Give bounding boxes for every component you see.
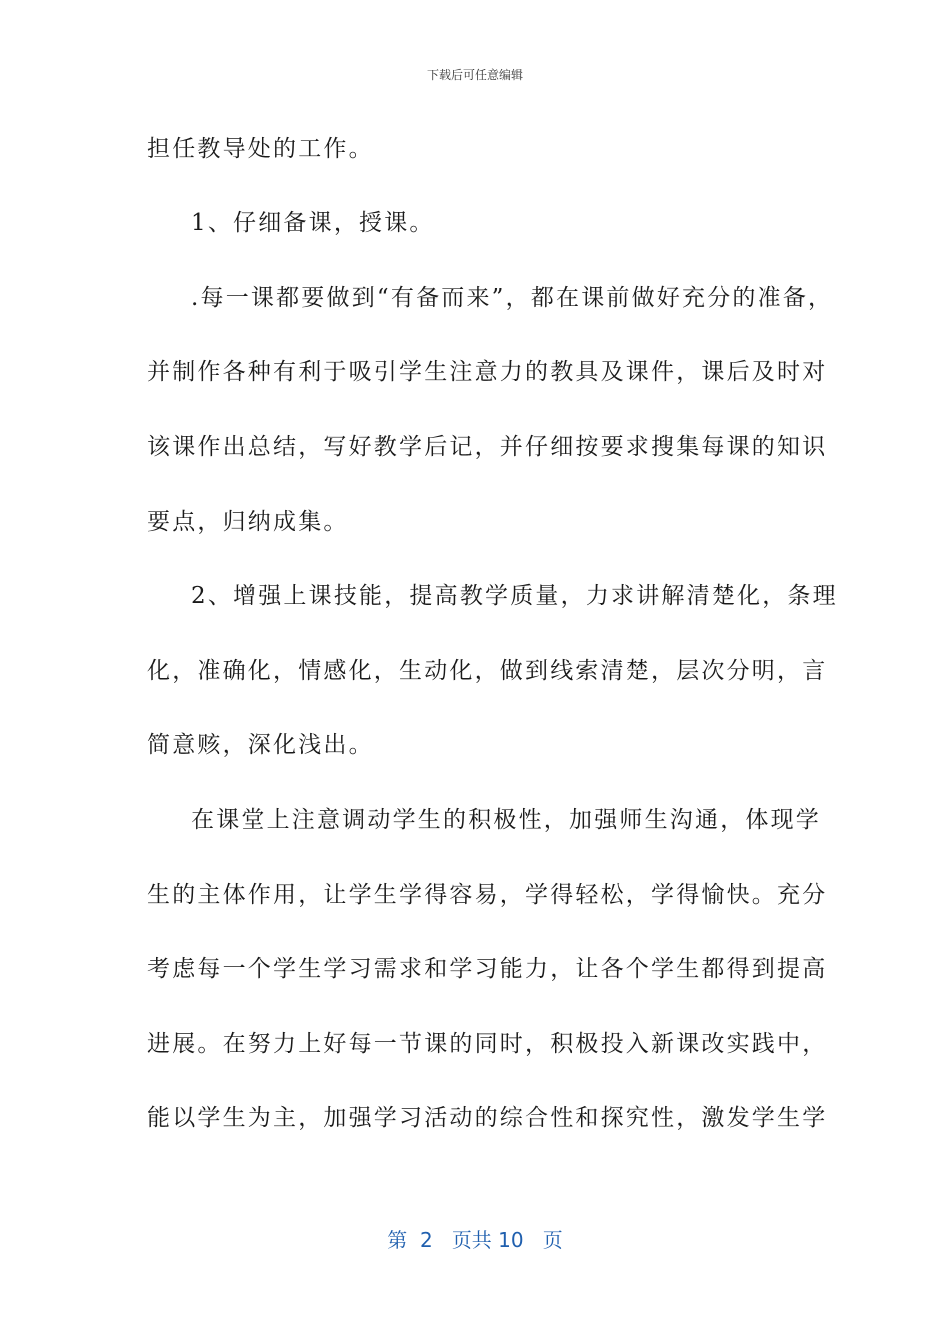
text-line: 进展。在努力上好每一节课的同时，积极投入新课改实践中， bbox=[147, 1031, 828, 1057]
page-label-suffix: 页 bbox=[542, 1228, 563, 1252]
page-label-mid: 页共 bbox=[451, 1228, 492, 1252]
text-line: 担任教导处的工作。 bbox=[147, 136, 374, 162]
text-line: 考虑每一个学生学习需求和学习能力，让各个学生都得到提高 bbox=[147, 956, 828, 982]
text-line: 要点，归纳成集。 bbox=[147, 509, 349, 535]
text-line: 简意赅，深化浅出。 bbox=[147, 732, 374, 758]
text-line: 1、仔细备课，授课。 bbox=[191, 210, 435, 236]
page-label-prefix: 第 bbox=[387, 1228, 408, 1252]
text-line: 并制作各种有利于吸引学生注意力的教具及课件，课后及时对 bbox=[147, 359, 828, 385]
text-line: 生的主体作用，让学生学得容易，学得轻松，学得愉快。充分 bbox=[147, 882, 828, 908]
page-current: 2 bbox=[420, 1228, 433, 1252]
text-line: 能以学生为主，加强学习活动的综合性和探究性，激发学生学 bbox=[147, 1105, 828, 1131]
text-line: 2、增强上课技能，提高教学质量，力求讲解清楚化，条理 bbox=[191, 583, 838, 609]
text-line: .每一课都要做到“有备而来”，都在课前做好充分的准备， bbox=[191, 285, 834, 311]
text-line: 该课作出总结，写好教学后记，并仔细按要求搜集每课的知识 bbox=[147, 434, 828, 460]
text-line: 在课堂上注意调动学生的积极性，加强师生沟通，体现学 bbox=[191, 807, 821, 833]
page-footer bbox=[0, 1224, 950, 1253]
page-header-note: 下载后可任意编辑 bbox=[426, 68, 523, 82]
text-line: 化，准确化，情感化，生动化，做到线索清楚，层次分明，言 bbox=[147, 658, 828, 684]
page-total: 10 bbox=[498, 1228, 524, 1252]
